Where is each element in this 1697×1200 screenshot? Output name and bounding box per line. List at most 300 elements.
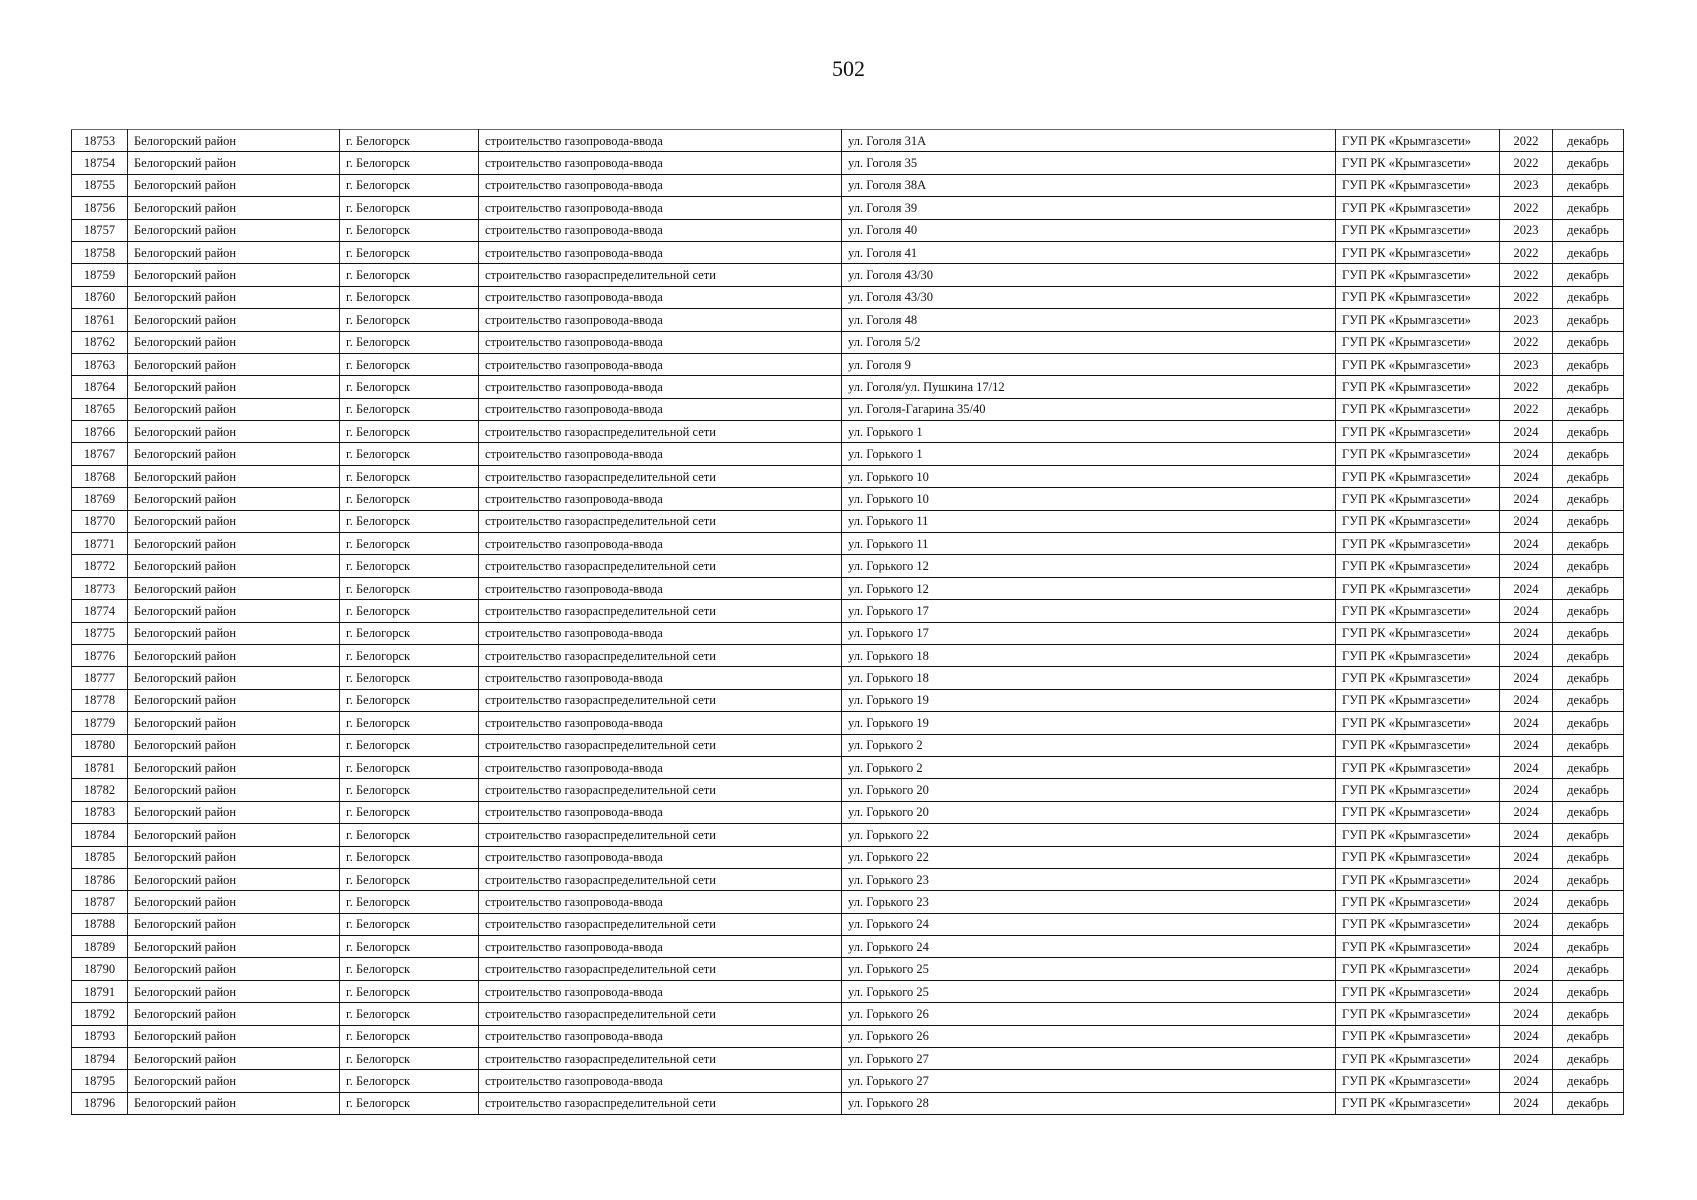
cell-month: декабрь (1553, 331, 1624, 353)
table-row (72, 488, 1624, 510)
cell-row-number: 18777 (72, 667, 128, 689)
cell-address: ул. Горького 12 (842, 555, 1336, 577)
cell-organization: ГУП РК «Крымгазсети» (1336, 130, 1500, 152)
cell-address: ул. Горького 18 (842, 667, 1336, 689)
cell-month: декабрь (1553, 197, 1624, 219)
cell-year: 2024 (1500, 1092, 1553, 1114)
cell-locality: г. Белогорск (340, 331, 479, 353)
cell-organization: ГУП РК «Крымгазсети» (1336, 868, 1500, 890)
table-row (72, 801, 1624, 823)
cell-address: ул. Горького 2 (842, 734, 1336, 756)
cell-month: декабрь (1553, 958, 1624, 980)
cell-organization: ГУП РК «Крымгазсети» (1336, 1092, 1500, 1114)
cell-district: Белогорский район (128, 846, 340, 868)
cell-locality: г. Белогорск (340, 689, 479, 711)
cell-row-number: 18765 (72, 398, 128, 420)
cell-row-number: 18784 (72, 824, 128, 846)
table-row (72, 644, 1624, 666)
cell-address: ул. Горького 20 (842, 779, 1336, 801)
cell-locality: г. Белогорск (340, 779, 479, 801)
cell-row-number: 18761 (72, 309, 128, 331)
cell-organization: ГУП РК «Крымгазсети» (1336, 824, 1500, 846)
cell-district: Белогорский район (128, 936, 340, 958)
cell-organization: ГУП РК «Крымгазсети» (1336, 801, 1500, 823)
cell-year: 2024 (1500, 801, 1553, 823)
cell-organization: ГУП РК «Крымгазсети» (1336, 398, 1500, 420)
cell-district: Белогорский район (128, 1070, 340, 1092)
cell-organization: ГУП РК «Крымгазсети» (1336, 913, 1500, 935)
cell-work-type: строительство газопровода-ввода (479, 152, 842, 174)
cell-address: ул. Гоголя 9 (842, 353, 1336, 375)
cell-month: декабрь (1553, 353, 1624, 375)
cell-month: декабрь (1553, 1025, 1624, 1047)
cell-district: Белогорский район (128, 130, 340, 152)
cell-organization: ГУП РК «Крымгазсети» (1336, 980, 1500, 1002)
table-row (72, 1070, 1624, 1092)
cell-work-type: строительство газопровода-ввода (479, 376, 842, 398)
cell-work-type: строительство газопровода-ввода (479, 309, 842, 331)
cell-district: Белогорский район (128, 1025, 340, 1047)
cell-row-number: 18786 (72, 868, 128, 890)
cell-work-type: строительство газопровода-ввода (479, 286, 842, 308)
cell-district: Белогорский район (128, 309, 340, 331)
cell-year: 2024 (1500, 779, 1553, 801)
cell-work-type: строительство газораспределительной сети (479, 958, 842, 980)
cell-month: декабрь (1553, 130, 1624, 152)
cell-year: 2024 (1500, 622, 1553, 644)
table-row (72, 421, 1624, 443)
cell-year: 2024 (1500, 421, 1553, 443)
table-row (72, 868, 1624, 890)
cell-work-type: строительство газораспределительной сети (479, 421, 842, 443)
cell-work-type: строительство газораспределительной сети (479, 264, 842, 286)
cell-work-type: строительство газопровода-ввода (479, 130, 842, 152)
cell-row-number: 18780 (72, 734, 128, 756)
table-row (72, 779, 1624, 801)
cell-address: ул. Горького 17 (842, 600, 1336, 622)
cell-year: 2022 (1500, 331, 1553, 353)
cell-locality: г. Белогорск (340, 555, 479, 577)
cell-month: декабрь (1553, 756, 1624, 778)
cell-month: декабрь (1553, 264, 1624, 286)
cell-locality: г. Белогорск (340, 667, 479, 689)
cell-work-type: строительство газопровода-ввода (479, 756, 842, 778)
cell-year: 2024 (1500, 600, 1553, 622)
cell-month: декабрь (1553, 846, 1624, 868)
cell-address: ул. Горького 23 (842, 891, 1336, 913)
cell-organization: ГУП РК «Крымгазсети» (1336, 443, 1500, 465)
cell-locality: г. Белогорск (340, 286, 479, 308)
cell-year: 2022 (1500, 197, 1553, 219)
cell-organization: ГУП РК «Крымгазсети» (1336, 331, 1500, 353)
cell-organization: ГУП РК «Крымгазсети» (1336, 577, 1500, 599)
cell-district: Белогорский район (128, 868, 340, 890)
cell-address: ул. Горького 12 (842, 577, 1336, 599)
cell-month: декабрь (1553, 443, 1624, 465)
cell-work-type: строительство газопровода-ввода (479, 936, 842, 958)
cell-organization: ГУП РК «Крымгазсети» (1336, 1070, 1500, 1092)
cell-month: декабрь (1553, 1092, 1624, 1114)
cell-row-number: 18759 (72, 264, 128, 286)
table-row (72, 219, 1624, 241)
cell-locality: г. Белогорск (340, 644, 479, 666)
cell-district: Белогорский район (128, 219, 340, 241)
cell-row-number: 18796 (72, 1092, 128, 1114)
cell-work-type: строительство газораспределительной сети (479, 779, 842, 801)
cell-organization: ГУП РК «Крымгазсети» (1336, 600, 1500, 622)
cell-month: декабрь (1553, 286, 1624, 308)
cell-month: декабрь (1553, 913, 1624, 935)
cell-district: Белогорский район (128, 510, 340, 532)
cell-work-type: строительство газораспределительной сети (479, 644, 842, 666)
cell-address: ул. Гоголя 38А (842, 174, 1336, 196)
cell-year: 2024 (1500, 868, 1553, 890)
cell-organization: ГУП РК «Крымгазсети» (1336, 958, 1500, 980)
cell-year: 2024 (1500, 488, 1553, 510)
cell-district: Белогорский район (128, 1048, 340, 1070)
cell-locality: г. Белогорск (340, 756, 479, 778)
cell-year: 2024 (1500, 533, 1553, 555)
cell-month: декабрь (1553, 219, 1624, 241)
cell-row-number: 18782 (72, 779, 128, 801)
cell-row-number: 18788 (72, 913, 128, 935)
cell-address: ул. Гоголя 31А (842, 130, 1336, 152)
cell-work-type: строительство газопровода-ввода (479, 891, 842, 913)
cell-row-number: 18775 (72, 622, 128, 644)
cell-organization: ГУП РК «Крымгазсети» (1336, 510, 1500, 532)
table-row (72, 824, 1624, 846)
cell-year: 2022 (1500, 264, 1553, 286)
cell-district: Белогорский район (128, 913, 340, 935)
cell-address: ул. Гоголя 5/2 (842, 331, 1336, 353)
cell-month: декабрь (1553, 309, 1624, 331)
cell-organization: ГУП РК «Крымгазсети» (1336, 264, 1500, 286)
table-row (72, 331, 1624, 353)
cell-address: ул. Горького 18 (842, 644, 1336, 666)
cell-work-type: строительство газопровода-ввода (479, 398, 842, 420)
cell-organization: ГУП РК «Крымгазсети» (1336, 174, 1500, 196)
cell-row-number: 18768 (72, 465, 128, 487)
cell-organization: ГУП РК «Крымгазсети» (1336, 689, 1500, 711)
cell-locality: г. Белогорск (340, 510, 479, 532)
cell-district: Белогорский район (128, 667, 340, 689)
table-row (72, 353, 1624, 375)
cell-locality: г. Белогорск (340, 577, 479, 599)
cell-month: декабрь (1553, 712, 1624, 734)
cell-address: ул. Горького 25 (842, 980, 1336, 1002)
cell-address: ул. Гоголя 43/30 (842, 264, 1336, 286)
cell-locality: г. Белогорск (340, 712, 479, 734)
cell-row-number: 18771 (72, 533, 128, 555)
cell-district: Белогорский район (128, 779, 340, 801)
cell-year: 2023 (1500, 219, 1553, 241)
table-row (72, 846, 1624, 868)
cell-year: 2024 (1500, 644, 1553, 666)
cell-address: ул. Горького 19 (842, 689, 1336, 711)
cell-month: декабрь (1553, 376, 1624, 398)
cell-work-type: строительство газораспределительной сети (479, 734, 842, 756)
cell-year: 2023 (1500, 353, 1553, 375)
cell-district: Белогорский район (128, 555, 340, 577)
cell-row-number: 18766 (72, 421, 128, 443)
cell-district: Белогорский район (128, 1092, 340, 1114)
cell-locality: г. Белогорск (340, 1025, 479, 1047)
cell-organization: ГУП РК «Крымгазсети» (1336, 1003, 1500, 1025)
cell-address: ул. Горького 1 (842, 443, 1336, 465)
cell-row-number: 18756 (72, 197, 128, 219)
cell-month: декабрь (1553, 174, 1624, 196)
cell-locality: г. Белогорск (340, 622, 479, 644)
cell-locality: г. Белогорск (340, 801, 479, 823)
cell-month: декабрь (1553, 1070, 1624, 1092)
cell-month: декабрь (1553, 510, 1624, 532)
cell-district: Белогорский район (128, 398, 340, 420)
data-table (71, 129, 1624, 1115)
cell-locality: г. Белогорск (340, 891, 479, 913)
table-row (72, 1048, 1624, 1070)
cell-year: 2024 (1500, 756, 1553, 778)
cell-row-number: 18787 (72, 891, 128, 913)
cell-month: декабрь (1553, 980, 1624, 1002)
cell-work-type: строительство газораспределительной сети (479, 868, 842, 890)
cell-locality: г. Белогорск (340, 980, 479, 1002)
cell-address: ул. Горького 1 (842, 421, 1336, 443)
cell-district: Белогорский район (128, 734, 340, 756)
cell-locality: г. Белогорск (340, 219, 479, 241)
cell-district: Белогорский район (128, 891, 340, 913)
cell-address: ул. Горького 27 (842, 1070, 1336, 1092)
cell-work-type: строительство газораспределительной сети (479, 555, 842, 577)
cell-year: 2024 (1500, 936, 1553, 958)
cell-year: 2022 (1500, 241, 1553, 263)
cell-month: декабрь (1553, 533, 1624, 555)
cell-work-type: строительство газораспределительной сети (479, 600, 842, 622)
cell-row-number: 18790 (72, 958, 128, 980)
cell-year: 2022 (1500, 376, 1553, 398)
cell-address: ул. Гоголя 40 (842, 219, 1336, 241)
cell-address: ул. Гоголя 43/30 (842, 286, 1336, 308)
table-row (72, 152, 1624, 174)
cell-locality: г. Белогорск (340, 421, 479, 443)
table-row (72, 913, 1624, 935)
cell-address: ул. Горького 17 (842, 622, 1336, 644)
cell-year: 2024 (1500, 465, 1553, 487)
cell-row-number: 18776 (72, 644, 128, 666)
cell-work-type: строительство газопровода-ввода (479, 846, 842, 868)
cell-organization: ГУП РК «Крымгазсети» (1336, 488, 1500, 510)
table-row (72, 958, 1624, 980)
cell-row-number: 18773 (72, 577, 128, 599)
cell-address: ул. Горького 24 (842, 936, 1336, 958)
cell-district: Белогорский район (128, 533, 340, 555)
cell-address: ул. Горького 22 (842, 846, 1336, 868)
cell-organization: ГУП РК «Крымгазсети» (1336, 644, 1500, 666)
cell-locality: г. Белогорск (340, 936, 479, 958)
cell-work-type: строительство газопровода-ввода (479, 577, 842, 599)
cell-work-type: строительство газопровода-ввода (479, 488, 842, 510)
cell-organization: ГУП РК «Крымгазсети» (1336, 1048, 1500, 1070)
cell-row-number: 18783 (72, 801, 128, 823)
cell-month: декабрь (1553, 398, 1624, 420)
cell-organization: ГУП РК «Крымгазсети» (1336, 779, 1500, 801)
cell-locality: г. Белогорск (340, 376, 479, 398)
table-row (72, 1003, 1624, 1025)
cell-year: 2024 (1500, 958, 1553, 980)
cell-month: декабрь (1553, 577, 1624, 599)
cell-locality: г. Белогорск (340, 264, 479, 286)
cell-locality: г. Белогорск (340, 533, 479, 555)
table-row (72, 376, 1624, 398)
cell-district: Белогорский район (128, 600, 340, 622)
cell-district: Белогорский район (128, 712, 340, 734)
cell-address: ул. Гоголя/ул. Пушкина 17/12 (842, 376, 1336, 398)
cell-row-number: 18792 (72, 1003, 128, 1025)
cell-row-number: 18754 (72, 152, 128, 174)
cell-locality: г. Белогорск (340, 1048, 479, 1070)
cell-address: ул. Горького 11 (842, 510, 1336, 532)
cell-row-number: 18767 (72, 443, 128, 465)
cell-work-type: строительство газопровода-ввода (479, 174, 842, 196)
cell-locality: г. Белогорск (340, 1003, 479, 1025)
table-row (72, 936, 1624, 958)
cell-year: 2024 (1500, 443, 1553, 465)
cell-address: ул. Горького 26 (842, 1025, 1336, 1047)
cell-row-number: 18757 (72, 219, 128, 241)
table-row (72, 197, 1624, 219)
cell-month: декабрь (1553, 667, 1624, 689)
cell-row-number: 18755 (72, 174, 128, 196)
cell-year: 2024 (1500, 1003, 1553, 1025)
cell-locality: г. Белогорск (340, 174, 479, 196)
cell-district: Белогорский район (128, 465, 340, 487)
cell-address: ул. Горького 11 (842, 533, 1336, 555)
cell-address: ул. Гоголя 41 (842, 241, 1336, 263)
cell-work-type: строительство газопровода-ввода (479, 712, 842, 734)
cell-year: 2024 (1500, 577, 1553, 599)
cell-district: Белогорский район (128, 443, 340, 465)
cell-locality: г. Белогорск (340, 1092, 479, 1114)
cell-organization: ГУП РК «Крымгазсети» (1336, 734, 1500, 756)
cell-district: Белогорский район (128, 1003, 340, 1025)
cell-work-type: строительство газораспределительной сети (479, 1003, 842, 1025)
cell-district: Белогорский район (128, 152, 340, 174)
cell-year: 2024 (1500, 510, 1553, 532)
cell-month: декабрь (1553, 868, 1624, 890)
cell-month: декабрь (1553, 801, 1624, 823)
cell-locality: г. Белогорск (340, 734, 479, 756)
cell-row-number: 18795 (72, 1070, 128, 1092)
cell-organization: ГУП РК «Крымгазсети» (1336, 712, 1500, 734)
cell-row-number: 18778 (72, 689, 128, 711)
cell-row-number: 18763 (72, 353, 128, 375)
table-row (72, 980, 1624, 1002)
cell-year: 2024 (1500, 846, 1553, 868)
cell-month: декабрь (1553, 241, 1624, 263)
cell-month: декабрь (1553, 1048, 1624, 1070)
cell-locality: г. Белогорск (340, 465, 479, 487)
cell-work-type: строительство газопровода-ввода (479, 241, 842, 263)
cell-year: 2024 (1500, 734, 1553, 756)
table-row (72, 264, 1624, 286)
table-row (72, 667, 1624, 689)
cell-work-type: строительство газораспределительной сети (479, 1092, 842, 1114)
cell-year: 2024 (1500, 1070, 1553, 1092)
cell-row-number: 18753 (72, 130, 128, 152)
cell-work-type: строительство газораспределительной сети (479, 824, 842, 846)
cell-work-type: строительство газораспределительной сети (479, 913, 842, 935)
cell-district: Белогорский район (128, 264, 340, 286)
cell-month: декабрь (1553, 779, 1624, 801)
table-row (72, 533, 1624, 555)
cell-work-type: строительство газопровода-ввода (479, 219, 842, 241)
cell-organization: ГУП РК «Крымгазсети» (1336, 376, 1500, 398)
cell-row-number: 18774 (72, 600, 128, 622)
cell-organization: ГУП РК «Крымгазсети» (1336, 846, 1500, 868)
cell-work-type: строительство газораспределительной сети (479, 1048, 842, 1070)
cell-row-number: 18769 (72, 488, 128, 510)
cell-month: декабрь (1553, 734, 1624, 756)
cell-organization: ГУП РК «Крымгазсети» (1336, 465, 1500, 487)
cell-address: ул. Горького 23 (842, 868, 1336, 890)
cell-locality: г. Белогорск (340, 824, 479, 846)
cell-address: ул. Гоголя-Гагарина 35/40 (842, 398, 1336, 420)
table-row (72, 1092, 1624, 1114)
cell-work-type: строительство газопровода-ввода (479, 443, 842, 465)
table-row (72, 443, 1624, 465)
cell-row-number: 18785 (72, 846, 128, 868)
cell-year: 2024 (1500, 667, 1553, 689)
cell-work-type: строительство газопровода-ввода (479, 667, 842, 689)
cell-work-type: строительство газопровода-ввода (479, 197, 842, 219)
cell-year: 2024 (1500, 1048, 1553, 1070)
cell-month: декабрь (1553, 689, 1624, 711)
cell-locality: г. Белогорск (340, 398, 479, 420)
cell-year: 2023 (1500, 309, 1553, 331)
cell-organization: ГУП РК «Крымгазсети» (1336, 1025, 1500, 1047)
cell-district: Белогорский район (128, 801, 340, 823)
cell-district: Белогорский район (128, 376, 340, 398)
cell-district: Белогорский район (128, 241, 340, 263)
cell-organization: ГУП РК «Крымгазсети» (1336, 353, 1500, 375)
cell-address: ул. Горького 22 (842, 824, 1336, 846)
table-row (72, 622, 1624, 644)
cell-year: 2024 (1500, 712, 1553, 734)
table-row (72, 555, 1624, 577)
cell-locality: г. Белогорск (340, 958, 479, 980)
cell-organization: ГУП РК «Крымгазсети» (1336, 197, 1500, 219)
cell-year: 2022 (1500, 286, 1553, 308)
table-row (72, 309, 1624, 331)
table-row (72, 734, 1624, 756)
cell-row-number: 18791 (72, 980, 128, 1002)
cell-row-number: 18781 (72, 756, 128, 778)
cell-address: ул. Горького 2 (842, 756, 1336, 778)
table-row (72, 241, 1624, 263)
cell-row-number: 18758 (72, 241, 128, 263)
cell-district: Белогорский район (128, 174, 340, 196)
cell-address: ул. Горького 10 (842, 465, 1336, 487)
cell-locality: г. Белогорск (340, 241, 479, 263)
cell-address: ул. Горького 25 (842, 958, 1336, 980)
cell-locality: г. Белогорск (340, 197, 479, 219)
cell-row-number: 18779 (72, 712, 128, 734)
cell-locality: г. Белогорск (340, 130, 479, 152)
cell-year: 2022 (1500, 130, 1553, 152)
cell-organization: ГУП РК «Крымгазсети» (1336, 152, 1500, 174)
cell-row-number: 18793 (72, 1025, 128, 1047)
table-row (72, 891, 1624, 913)
table-row (72, 398, 1624, 420)
